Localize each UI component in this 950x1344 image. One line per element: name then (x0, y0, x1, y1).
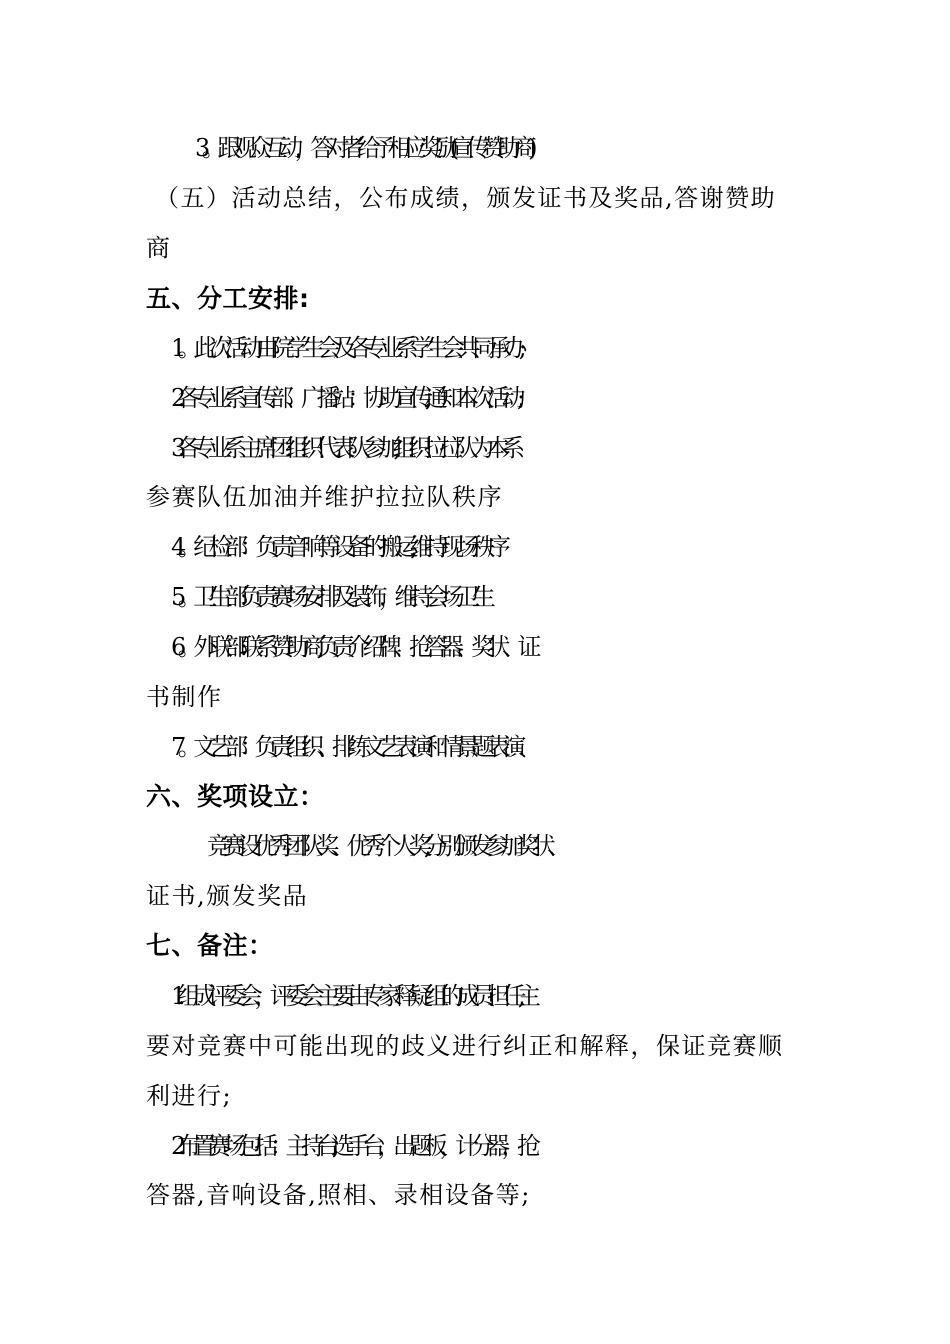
paragraph-line: 7。文艺部： 负责组织、排练文艺表演和情景题表演. (171, 733, 518, 761)
paragraph-line: 2.各专业系宣传部、广播站：协助宣传,通知本次活动; (171, 384, 517, 412)
paragraph-line: 4。纪检部：负责音响等设备的搬运,维持现场秩序 (171, 533, 503, 561)
paragraph-line: 证书,颁发奖品 (146, 882, 309, 910)
paragraph-line: 书制作 (146, 683, 223, 711)
paragraph-line: （五）活动总结，公布成绩，颁发证书及奖品,答谢赞助 (155, 184, 777, 212)
paragraph-line: 2.布置赛场包括：主持台,选手台，出题板，计分器，抢 (171, 1132, 533, 1160)
paragraph-line: 1.组成评委会，评委会主要由专家释疑组的成员担任,主 (171, 982, 533, 1010)
paragraph-line: 要对竞赛中可能出现的歧义进行纠正和解释，保证竞赛顺 (146, 1032, 784, 1060)
paragraph-line: 参赛队伍加油并维护拉拉队秩序 (146, 483, 503, 511)
paragraph-line: 3.各专业系主席团:组织代表队参加,组织拉拉队为本系 (171, 434, 517, 462)
paragraph-line: 竞赛设优秀团队奖、优秀个人奖,分别颁发参加奖状、 (207, 832, 563, 860)
section-heading: 六、奖项设立： (146, 782, 325, 811)
paragraph-line: 1。此次活动由院学生会及各专业系学生会共同承办; (171, 334, 519, 362)
section-heading: 七、备注： (146, 931, 274, 960)
paragraph-line: 商 (146, 234, 172, 262)
paragraph-line: 答器,音响设备,照相、录相设备等; (146, 1181, 531, 1209)
paragraph-line: 3。跟观众互动，答对者给予相应奖励(宣传赞助商) (195, 134, 529, 162)
paragraph-line: 5。卫生部:负责赛场安排及装饰，维持会场卫生 (171, 583, 488, 611)
section-heading: 五、分工安排: (146, 284, 310, 313)
paragraph-line: 利进行; (146, 1082, 233, 1110)
paragraph-line: 6。外联部:联系赞助商,负责介绍牌、抢答器、奖状、证 (171, 633, 533, 661)
